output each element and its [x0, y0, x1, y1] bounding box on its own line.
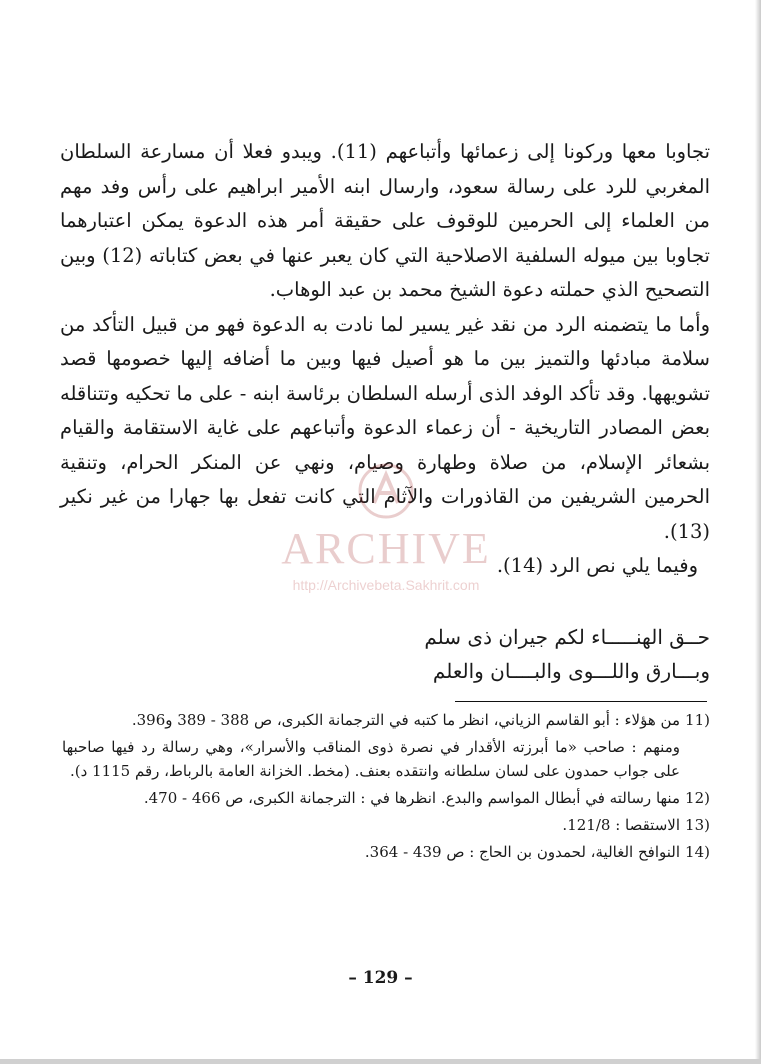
footnote-item [62, 786, 710, 810]
footnote-text: ومنهم : صاحب «ما أبرزته الأقدار في نصرة ذوى المناقب والأسرار»، وهي رسالة رد فيها صاحبها على جواب حمدون على لسان سلطانه وانتقده بعنف. (مخط. الخزانة العامة بالرباط، رقم 1115 د). [62, 738, 680, 780]
footnote-text: النوافح الغالية، لحمدون بن الحاج : ص 439 - 364. [364, 843, 680, 861]
paragraph-2: وأما ما يتضمنه الرد من نقد غير يسير لما نادت به الدعوة فهو من قبيل التأكد من سلامة مبادئها والتميز بين ما هو أصيل فيها وبين ما أضافه إليها خصومها قصد تشويهها. وقد تأكد الوفد الذى أرسله السلطان برئاسة ابنه - على ما تحكيه وتتناقله بعض المصادر التاريخية - أن زعماء الدعوة وأتباعهم على غاية الاستقامة والقيام بشعائر الإسلام، من صلاة وطهارة وصيام، ونهي عن المنكر الحرام، وتنقية الحرمين الشريفين من القاذورات والآثام التي كانت تفعل بها جهارا من غير نكير (13). [60, 312, 710, 543]
watermark-url: http://Archivebeta.Sakhrit.com [292, 577, 480, 593]
poem-line-2: وبـــارق واللـــوى والبــــان والعلم [432, 659, 710, 683]
watermark-word: ARCHIVE [281, 524, 491, 573]
footnote-item [62, 813, 710, 837]
footnote-separator [455, 701, 707, 702]
footnote-item [62, 735, 710, 783]
footnote-number: 11) [685, 711, 710, 729]
paragraph-1: تجاوبا معها وركونا إلى زعمائها وأتباعهم (11). ويبدو فعلا أن مسارعة السلطان المغربي للرد على رسالة سعود، وارسال ابنه الأمير ابراهيم على رأس وفد مهم من العلماء إلى الحرمين للوقوف على حقيقة أمر هذه الدعوة يمكن اعتبارهما تجاوبا بين ميوله السلفية الاصلاحية التي كان يعبر عنها في بعض كتاباته (12) وبين التصحيح الذي حملته دعوة الشيخ محمد بن عبد الوهاب. [60, 140, 711, 301]
footnote-item [62, 840, 710, 864]
paragraph-3: وفيما يلي نص الرد (14). [496, 554, 698, 577]
main-text [60, 135, 710, 584]
scan-edge-bottom [0, 1059, 761, 1064]
scan-edge-right [755, 0, 761, 1064]
page-number: – 129 – [348, 968, 413, 988]
footnotes [62, 708, 710, 867]
footnote-number: 12) [685, 789, 710, 807]
footnote-item [62, 708, 710, 732]
footnote-text: الاستقصا : 121/8. [562, 816, 680, 834]
poem-verse [120, 620, 710, 688]
footnote-text: منها رسالته في أبطال المواسم والبدع. انظرها في : الترجمانة الكبرى، ص 466 - 470. [143, 789, 680, 807]
footnote-number: 14) [685, 843, 710, 861]
poem-line-1: حــق الهنـــــاء لكم جيران ذى سلم [424, 625, 710, 649]
footnote-number: 13) [685, 816, 710, 834]
footnote-text: من هؤلاء : أبو القاسم الزياني، انظر ما كتبه في الترجمانة الكبرى، ص 388 - 389 و396. [131, 711, 680, 729]
